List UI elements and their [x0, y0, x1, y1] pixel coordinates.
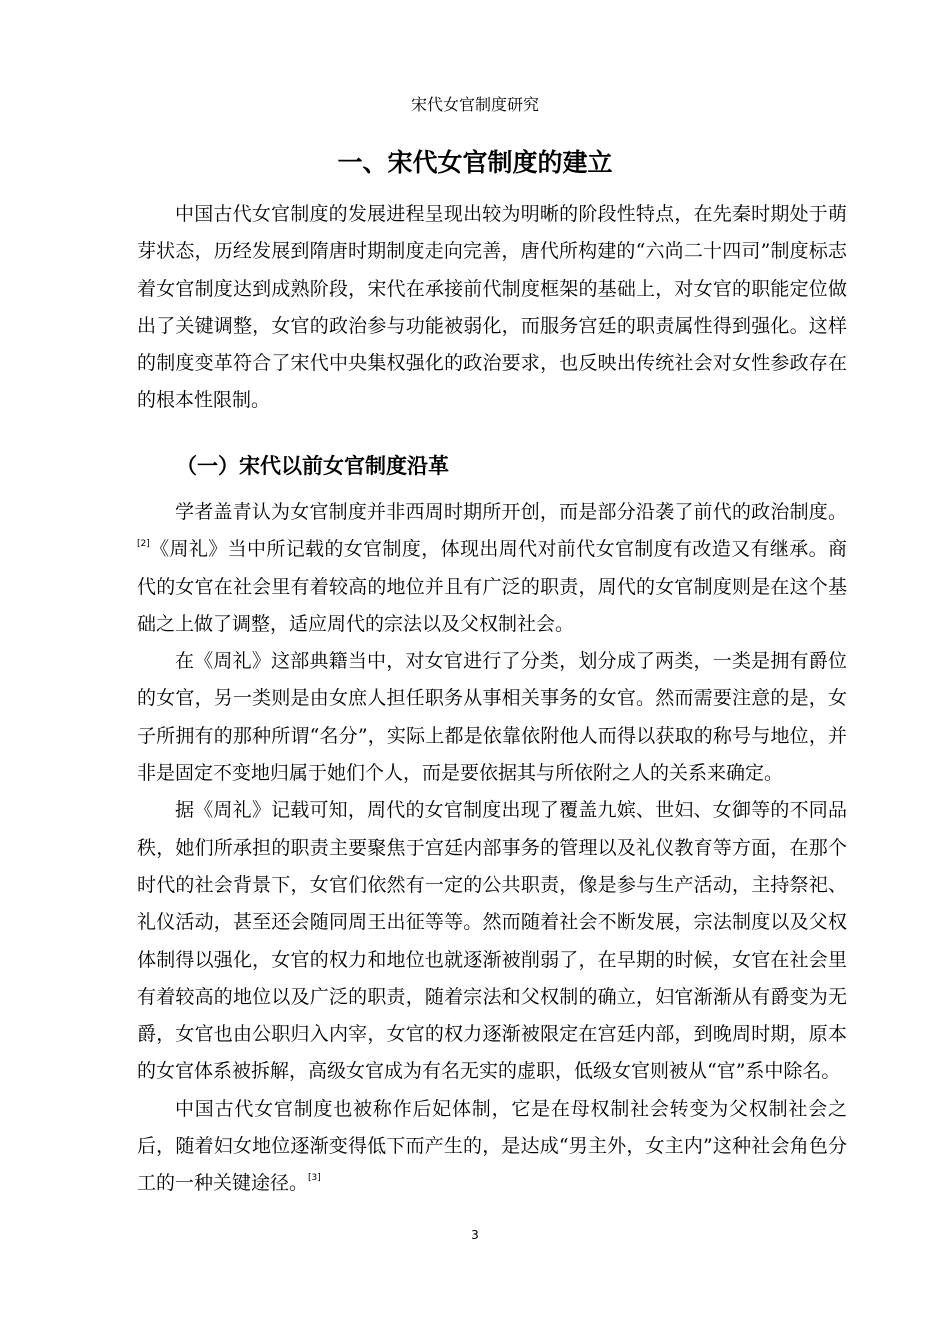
paragraph-1-continuation: 《周礼》当中所记载的女官制度，体现出周代对前代女官制度有改造又有继承。商代的女官在社会里有着较高的地位并且有广泛的职责，周代的女官制度则是在这个基础之上做了调整，适应周代的宗法以及父权制社会。 [137, 538, 847, 635]
intro-block [137, 196, 847, 420]
paragraph-3-text: 据《周礼》记载可知，周代的女官制度出现了覆盖九嫔、世妇、女御等的不同品秩，她们所承担的职责主要聚焦于宫廷内部事务的管理以及礼仪教育等方面，在那个时代的社会背景下，女官们依然有一定的公共职责，像是参与生产活动，主持祭祀、礼仪活动，甚至还会随同周王出征等等。然而随着社会不断发展，宗法制度以及父权体制得以强化，女官的权力和地位也就逐渐被削弱了，在早期的时候，女官在社会里有着较高的地位以及广泛的职责，随着宗法和父权制的确立，妇官渐渐从有爵变为无爵，女官也由公职归入内宰，女官的权力逐渐被限定在宫廷内部，到晚周时期，原本的女官体系被拆解，高级女官成为有名无实的虚职，低级女官则被从“官”系中除名。 [137, 799, 847, 1083]
running-header: 宋代女官制度研究 [410, 95, 539, 114]
citation-ref: [2] [137, 539, 150, 550]
intro-paragraph: 中国古代女官制度的发展进程呈现出较为明晰的阶段性特点，在先秦时期处于萌芽状态，历经发展到隋唐时期制度走向完善，唐代所构建的“六尚二十四司”制度标志着女官制度达到成熟阶段，宋代在承接前代制度框架的基础上，对女官的职能定位做出了关键调整，女官的政治参与功能被弱化，而服务宫廷的职责属性得到强化。这样的制度变革符合了宋代中央集权强化的政治要求，也反映出传统社会对女性参政存在的根本性限制。 [137, 203, 847, 412]
paragraph-4-text: 中国古代女官制度也被称作后妃体制，它是在母权制社会转变为父权制社会之后，随着妇女地位逐渐变得低下而产生的，是达成“男主外，女主内”这种社会角色分工的一种关键途径。 [137, 1097, 847, 1195]
paragraph-2 [137, 643, 847, 792]
citation-ref: [3] [308, 1173, 321, 1184]
paragraph-3 [137, 792, 847, 1090]
paragraph-1 [137, 494, 847, 643]
paragraph-2-text: 在《周礼》这部典籍当中，对女官进行了分类，划分成了两类，一类是拥有爵位的女官，另一类则是由女庶人担任职务从事相关事务的女官。然而需要注意的是，女子所拥有的那种所谓“名分”，实际上都是依靠依附他人而得以获取的称号与地位，并非是固定不变地归属于她们个人，而是要依据其与所依附之人的关系来确定。 [137, 650, 847, 785]
paragraph-1-text: 学者盖青认为女官制度并非西周时期所开创，而是部分沿袭了前代的政治制度。 [175, 501, 847, 523]
page-number: 3 [471, 1228, 479, 1242]
paragraph-4 [137, 1091, 847, 1203]
section-title: 一、宋代女官制度的建立 [337, 148, 613, 177]
subsection-title: （一）宋代以前女官制度沿革 [176, 454, 449, 478]
subsection-body [137, 494, 847, 1203]
